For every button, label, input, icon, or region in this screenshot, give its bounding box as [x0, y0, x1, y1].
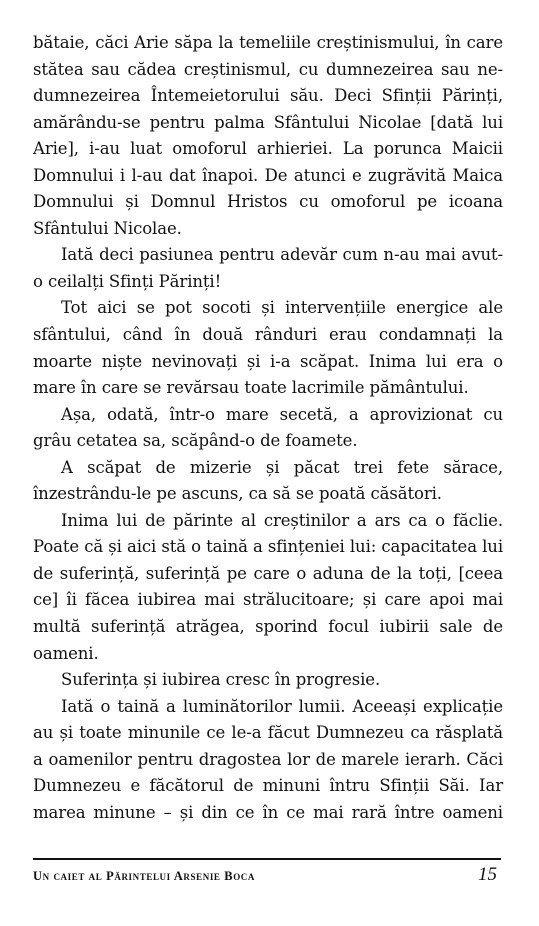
body-text [33, 30, 503, 826]
footer-rule [33, 858, 501, 860]
paragraph-continued: bătaie, căci Arie săpa la temeliile creștinismului, în care stătea sau cădea creștinismul, cu dumnezeirea sau ne-dumnezeirea Întemeietorului său. Deci Sfinții Părinți, amărându-se pentru palma Sfântului Nicolae [dată lui Arie], i-au luat omoforul arhieriei. La porunca Maicii Domnului i l-au dat înapoi. De atunci e zugrăvită Maica Domnului și Domnul Hristos cu omoforul pe icoana Sfântului Nicolae. [33, 33, 503, 238]
paragraph-continues: Iată o taină a luminătorilor lumii. Aceeași explicație au și toate minunile ce le-a făcut Dumnezeu ca răsplată a oamenilor pentru dragostea lor de marele ierarh. Căci Dumnezeu e făcătorul de minuni întru Sfinții Săi. Iar marea minune – și din ce în ce mai rară între oameni [33, 696, 503, 822]
paragraph: Iată deci pasiunea pentru adevăr cum n-au mai avut-o ceilalți Sfinți Părinți! [33, 245, 503, 291]
page-number: 15 [478, 864, 497, 885]
paragraph: A scăpat de mizerie și păcat trei fete sărace, înzestrându-le pe ascuns, ca să se poată căsători. [33, 457, 503, 504]
paragraph: Așa, odată, într-o mare secetă, a aprovizionat cu grâu cetatea sa, scăpând-o de foamete. [33, 404, 503, 451]
paragraph: Suferința și iubirea cresc în progresie. [61, 670, 381, 690]
running-title: Un caiet al Părintelui Arsenie Boca [33, 869, 255, 883]
paragraph: Tot aici se pot socoti și intervențiile energice ale sfântului, când în două rânduri erau condamnați la moarte niște nevinovați și i-a scăpat. Inima lui era o mare în care se revărsau toate lacrimile pământului. [33, 298, 503, 398]
page-footer [33, 864, 501, 893]
paragraph: Inima lui de părinte al creștinilor a ars ca o făclie. Poate că și aici stă o taină a sfințeniei lui: capacitatea lui de suferință, suferință pe care o aduna de la toți, [ceea ce] îi făcea iubirea mai strălucitoare; și care apoi mai multă suferință atrăgea, sporind focul iubirii sale de oameni. [33, 510, 503, 663]
